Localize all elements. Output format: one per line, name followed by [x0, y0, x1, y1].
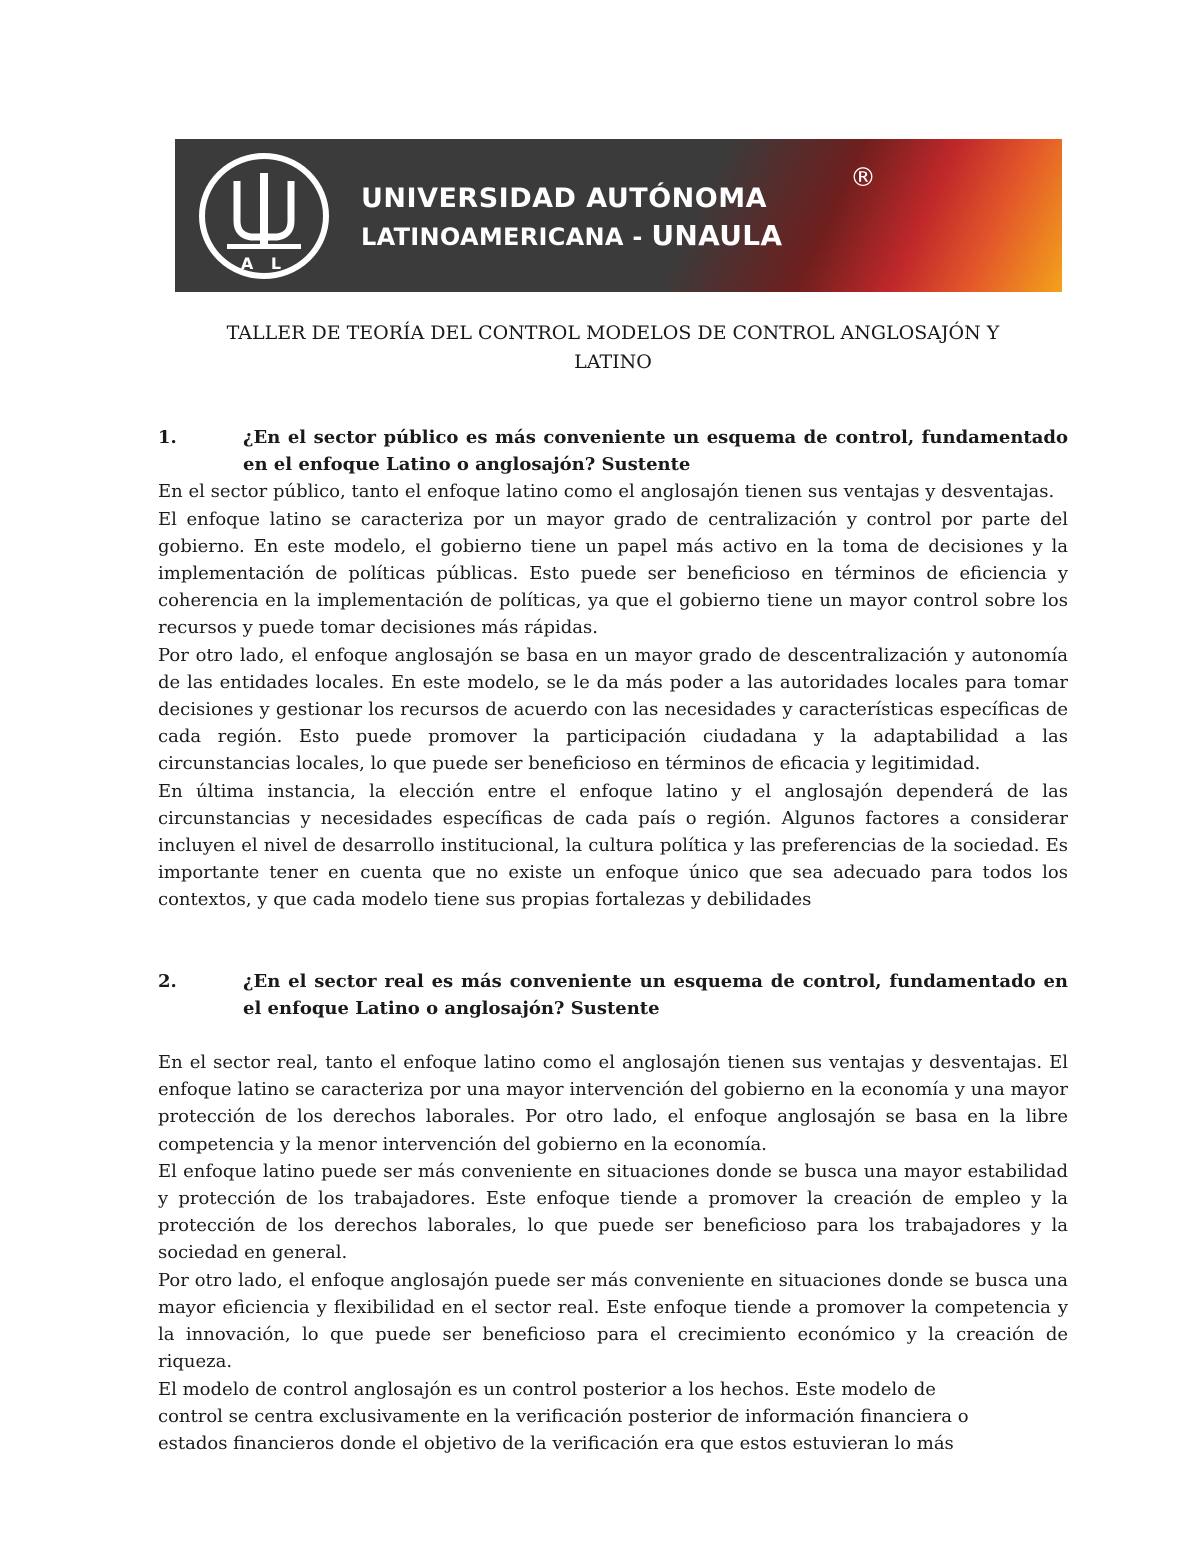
brand-line2-right: UNAULA — [651, 219, 783, 252]
brand-name-line2 — [361, 219, 782, 252]
title-line-2: LATINO — [574, 351, 652, 373]
answer-paragraph: En última instancia, la elección entre el enfoque latino y el anglosajón dependerá de las circunstancias y necesidades específicas de cada país o región. Algunos factores a considerar incluyen el nivel de desarrollo institucional, la cultura política y las preferencias de la sociedad. Es importante tener en cuenta que no existe un enfoque único que sea adecuado para todos los contextos, y que cada modelo tiene sus propias fortalezas y debilidades — [158, 780, 1068, 911]
answer-line: estados financieros donde el objetivo de la verificación era que estos estuvieran lo más — [158, 1432, 954, 1454]
question-text: ¿En el sector público es más conveniente un esquema de control, fundamentado en el enfoque Latino o anglosajón? Sustente — [243, 427, 1068, 476]
answer-line: El modelo de control anglosajón es un control posterior a los hechos. Este modelo de — [158, 1378, 936, 1400]
answer-paragraph: Por otro lado, el enfoque anglosajón puede ser más conveniente en situaciones donde se busca una mayor eficiencia y flexibilidad en el sector real. Este enfoque tiende a promover la competencia y la innovación, lo que puede ser beneficioso para el crecimiento económico y la creación de riqueza. — [158, 1269, 1068, 1373]
document-title — [158, 319, 1068, 377]
question-2 — [158, 968, 1068, 1022]
answer-paragraph: Por otro lado, el enfoque anglosajón se basa en un mayor grado de descentralización y autonomía de las entidades locales. En este modelo, se le da más poder a las autoridades locales para tomar decisiones y gestionar los recursos de acuerdo con las necesidades y características específicas de cada región. Esto puede promover la participación ciudadana y la adaptabilidad a las circunstancias locales, lo que puede ser beneficioso en términos de eficacia y legitimidad. — [158, 644, 1068, 775]
question-number: 2. — [158, 970, 177, 992]
spacer — [158, 1022, 1068, 1049]
question-text: ¿En el sector real es más conveniente un esquema de control, fundamentado en el enfoque Latino o anglosajón? Sustente — [243, 970, 1068, 1019]
question-1 — [158, 424, 1068, 478]
answer-paragraph: En el sector real, tanto el enfoque latino como el anglosajón tienen sus ventajas y desventajas. El enfoque latino se caracteriza por una mayor intervención del gobierno en la economía y una mayor protección de los derechos laborales. Por otro lado, el enfoque anglosajón se basa en la libre competencia y la menor intervención del gobierno en la economía. — [158, 1052, 1068, 1155]
answer-paragraph: El enfoque latino se caracteriza por un mayor grado de centralización y control por parte del gobierno. En este modelo, el gobierno tiene un papel más activo en la toma de decisiones y la implementación de políticas públicas. Esto puede ser beneficioso en términos de eficiencia y coherencia en la implementación de políticas, ya que el gobierno tiene un mayor control sobre los recursos y puede tomar decisiones más rápidas. — [158, 508, 1068, 639]
answer-paragraph: El enfoque latino puede ser más conveniente en situaciones donde se busca una mayor estabilidad y protección de los trabajadores. Este enfoque tiende a promover la creación de empleo y la protección de los derechos laborales, lo que puede ser beneficioso para los trabajadores y la sociedad en general. — [158, 1160, 1068, 1264]
spacer — [158, 914, 1068, 968]
brand-name-line1: UNIVERSIDAD AUTÓNOMA — [361, 183, 767, 214]
question-number: 1. — [158, 427, 177, 448]
university-emblem-logo — [197, 151, 331, 281]
answer-paragraph: En el sector público, tanto el enfoque latino como el anglosajón tienen sus ventajas y desventajas. — [158, 481, 1055, 503]
registered-mark: ® — [850, 163, 876, 193]
title-line-1: TALLER DE TEORÍA DEL CONTROL MODELOS DE CONTROL ANGLOSAJÓN Y — [226, 322, 1000, 344]
brand-line2-left: LATINOAMERICANA - — [361, 223, 643, 251]
document-body — [158, 424, 1068, 1457]
answer-line: control se centra exclusivamente en la verificación posterior de información financiera o — [158, 1405, 969, 1427]
emblem-letters: A L — [240, 254, 288, 273]
university-banner — [175, 139, 1062, 292]
